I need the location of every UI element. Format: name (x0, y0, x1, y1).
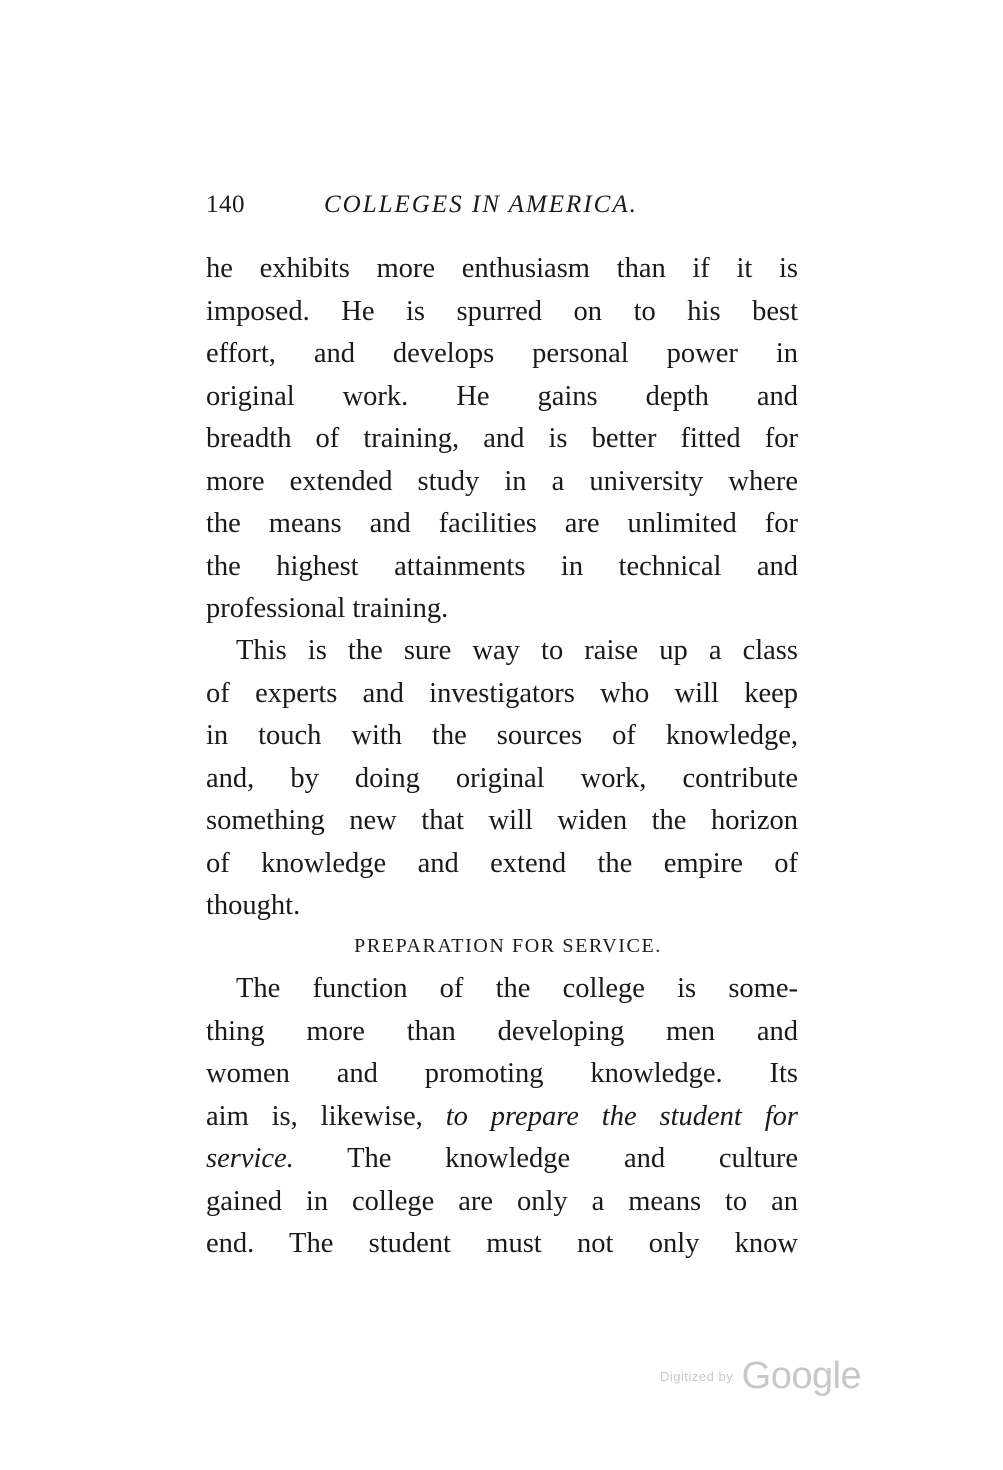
text-line: he exhibits more enthusiasm than if it is (206, 253, 798, 284)
italic-phrase: to prepare the student for (445, 1100, 798, 1132)
text-line: end. The student must not only know (206, 1228, 798, 1259)
text-line: The function of the college is some- (236, 973, 798, 1004)
text-line: original work. He gains depth and (206, 380, 798, 412)
text-line: gained in college are only a means to an (206, 1185, 798, 1217)
text-line: effort, and develops personal power in (206, 338, 798, 369)
text-line (206, 1096, 798, 1139)
text-span: The knowledge and culture (347, 1143, 798, 1174)
text-line: imposed. He is spurred on to his best (206, 295, 798, 327)
text-line: the highest attainments in technical and (206, 550, 798, 582)
paragraph-continued (206, 248, 798, 631)
text-line: something new that will widen the horizon (206, 805, 798, 836)
text-line: of experts and investigators who will keep (206, 677, 798, 709)
section-heading-text: PREPARATION FOR SERVICE. (354, 935, 662, 957)
text-line: This is the sure way to raise up a class (236, 635, 798, 666)
text-line: more extended study in a university where (206, 465, 798, 497)
text-line: women and promoting knowledge. Its (206, 1058, 798, 1089)
section-heading (206, 930, 798, 962)
page-number: 140 (206, 191, 245, 218)
watermark-prefix: Digitized by (660, 1369, 734, 1384)
paragraph (206, 630, 798, 928)
text-line: professional training. (206, 593, 449, 624)
italic-phrase: service. (206, 1143, 294, 1174)
paragraph (206, 968, 798, 1266)
text-line: of knowledge and extend the empire of (206, 847, 798, 879)
google-logo: Google (741, 1355, 862, 1397)
text-line (206, 1138, 798, 1181)
running-title: COLLEGES IN AMERICA. (324, 191, 638, 218)
text-line: in touch with the sources of knowledge, (206, 720, 798, 751)
digitized-by-google-watermark (660, 1355, 861, 1405)
text-span: aim is, likewise, (206, 1100, 423, 1132)
text-line: the means and facilities are unlimited for (206, 508, 798, 539)
running-head (206, 188, 686, 222)
text-line: thought. (206, 890, 301, 921)
text-line: breadth of training, and is better fitted for (206, 423, 798, 454)
text-line: and, by doing original work, contribute (206, 762, 798, 794)
text-line: thing more than developing men and (206, 1015, 798, 1047)
